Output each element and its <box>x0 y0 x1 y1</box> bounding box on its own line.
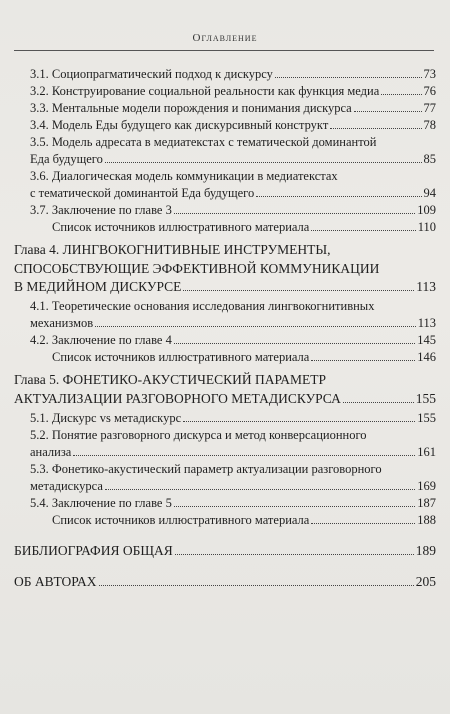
toc-page-number: 161 <box>417 445 436 459</box>
toc-page-number: 205 <box>415 574 436 589</box>
dot-leader <box>330 128 421 129</box>
toc-entry-title-line: анализа <box>30 445 72 459</box>
toc-entry-title-line: 3.4. Модель Еды будущего как дискурсивный конструкт <box>30 118 329 132</box>
dot-leader <box>174 343 415 344</box>
toc-entry-title-line: 3.2. Конструирование социальной реальности как функция медиа <box>30 84 380 98</box>
toc-entry-title-line: 5.3. Фонетико-акустический параметр актуализации разговорного <box>30 462 382 476</box>
toc-entry-title-line: БИБЛИОГРАФИЯ ОБЩАЯ <box>14 543 173 558</box>
toc-entry-title-line: 5.2. Понятие разговорного дискурса и метод конверсационного <box>30 428 367 442</box>
toc-entry-title-line: 3.6. Диалогическая модель коммуникации в медиатекстах <box>30 169 338 183</box>
dot-leader <box>99 585 414 586</box>
toc-page-number: 109 <box>417 203 436 217</box>
toc-page-number: 85 <box>423 152 436 166</box>
toc-page-number: 73 <box>423 67 436 81</box>
toc-page-number: 94 <box>423 186 436 200</box>
toc-entry-title-line: СПОСОБСТВУЮЩИЕ ЭФФЕКТИВНОЙ КОММУНИКАЦИИ <box>14 260 380 276</box>
toc-entry-title-line: Глава 5. ФОНЕТИКО-АКУСТИЧЕСКИЙ ПАРАМЕТР <box>14 372 327 387</box>
header-divider <box>14 50 434 51</box>
page-header: Оглавление <box>192 32 258 44</box>
toc-entry-title-line: Список источников иллюстративного материала <box>52 513 310 527</box>
dot-leader <box>174 506 415 507</box>
toc-entry-title-line: АКТУАЛИЗАЦИИ РАЗГОВОРНОГО МЕТАДИСКУРСА <box>14 390 341 406</box>
toc-page-number: 145 <box>417 333 436 347</box>
toc-entry-title-line: с тематической доминантой Еда будущего <box>30 186 255 200</box>
dot-leader <box>354 111 422 112</box>
toc-entry-title-line: механизмов <box>30 316 94 330</box>
toc-entry-title-line: 3.7. Заключение по главе 3 <box>30 203 172 217</box>
toc-entry-title-line: 5.4. Заключение по главе 5 <box>30 496 172 510</box>
dot-leader <box>343 402 414 403</box>
dot-leader <box>175 554 414 555</box>
toc-entry-title-line: 3.3. Ментальные модели порождения и понимания дискурса <box>30 101 352 115</box>
dot-leader <box>105 489 415 490</box>
toc-page-number: 77 <box>423 101 436 115</box>
toc-page-number: 155 <box>417 411 436 425</box>
toc-page-number: 113 <box>416 279 436 294</box>
dot-leader <box>311 523 415 524</box>
toc-page-number: 188 <box>417 513 436 527</box>
toc-page-number: 76 <box>423 84 436 98</box>
toc-page-number: 155 <box>415 390 436 406</box>
toc-entry-title-line: Список источников иллюстративного материала <box>52 220 310 234</box>
toc-page-number: 110 <box>417 220 436 234</box>
toc-entry-title-line: метадискурса <box>30 479 103 493</box>
toc-page-number: 169 <box>417 479 436 493</box>
toc-entry-title-line: Список источников иллюстративного материала <box>52 350 310 364</box>
toc-entry-title-line: 4.1. Теоретические основания исследования лингвокогнитивных <box>30 299 375 313</box>
dot-leader <box>311 360 415 361</box>
dot-leader <box>183 421 415 422</box>
toc-entry-title-line: ОБ АВТОРАХ <box>14 574 97 589</box>
dot-leader <box>95 326 416 327</box>
toc-entry-title-line: 4.2. Заключение по главе 4 <box>30 333 172 347</box>
toc-entry-title-line: 5.1. Дискурс vs метадискурс <box>30 411 182 425</box>
toc-page-number: 113 <box>417 316 436 330</box>
dot-leader <box>256 196 421 197</box>
dot-leader <box>381 94 421 95</box>
toc-page-number: 189 <box>415 543 436 558</box>
toc-entry-title-line: Глава 4. ЛИНГВОКОГНИТИВНЫЕ ИНСТРУМЕНТЫ, <box>14 242 331 257</box>
dot-leader <box>174 213 415 214</box>
dot-leader <box>105 162 422 163</box>
dot-leader <box>275 77 422 78</box>
dot-leader <box>183 290 414 291</box>
toc-entry-title-line: В МЕДИЙНОМ ДИСКУРСЕ <box>14 279 182 294</box>
toc-entry-title-line: 3.1. Социопрагматический подход к дискурсу <box>30 67 273 81</box>
toc-page-number: 146 <box>417 350 436 364</box>
dot-leader <box>73 455 415 456</box>
toc-entry-title-line: 3.5. Модель адресата в медиатекстах с тематической доминантой <box>30 135 377 149</box>
toc-page-number: 187 <box>417 496 436 510</box>
toc-page-number: 78 <box>423 118 436 132</box>
dot-leader <box>311 230 415 231</box>
toc-entry-title-line: Еда будущего <box>30 152 103 166</box>
